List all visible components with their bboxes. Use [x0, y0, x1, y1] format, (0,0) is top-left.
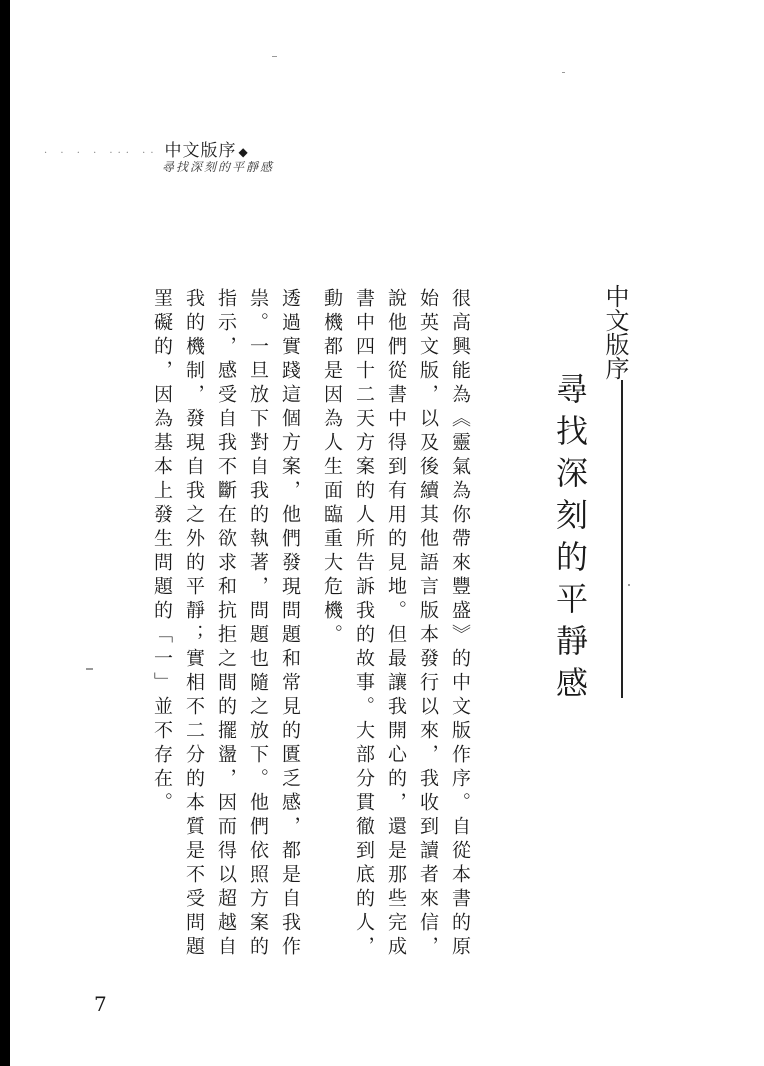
title-dash [621, 380, 623, 698]
scan-edge-bar [0, 0, 10, 1066]
scan-speck [562, 72, 565, 73]
running-head-subtitle: 尋找深刻的平靜感 [162, 160, 275, 174]
scan-speck [272, 56, 277, 57]
chapter-label-text: 中文版序 [601, 284, 629, 380]
body-text [116, 288, 476, 978]
diamond-icon: ◆ [238, 145, 249, 159]
running-head-title: 中文版序 [164, 141, 237, 161]
chapter-label [600, 284, 630, 698]
leader-dots: · · · · ··· ·· [44, 148, 159, 159]
chapter-title: 尋找深刻的平靜感 [551, 372, 589, 708]
paragraph: 透過實踐這個方案，他們發現問題和常見的匱乏感，都是自我作祟。一旦放下對自我的執著，問題也隨之放下。他們依照方案的指示，感受自我不斷在欲求和抗拒之間的擺盪，因而得以超越自我的機制，發現自我之外的平靜；實相不二分的本質是不受問題罣礙的，因為基本上發生問題的「一」並不存在。 [151, 288, 301, 960]
page-number: 7 [94, 992, 107, 1016]
scan-speck [86, 668, 93, 670]
scan-speck [628, 584, 630, 586]
paragraph: 很高興能為《靈氣為你帶來豐盛》的中文版作序。自從本書的原始英文版，以及後續其他語言版本發行以來，我收到讀者來信，說他們從書中得到有用的見地。但最讓我開心的，還是那些完成書中四十二天方案的人所告訴我的故事。大部分貫徹到底的人，動機都是因為人生面臨重大危機。 [321, 288, 471, 960]
